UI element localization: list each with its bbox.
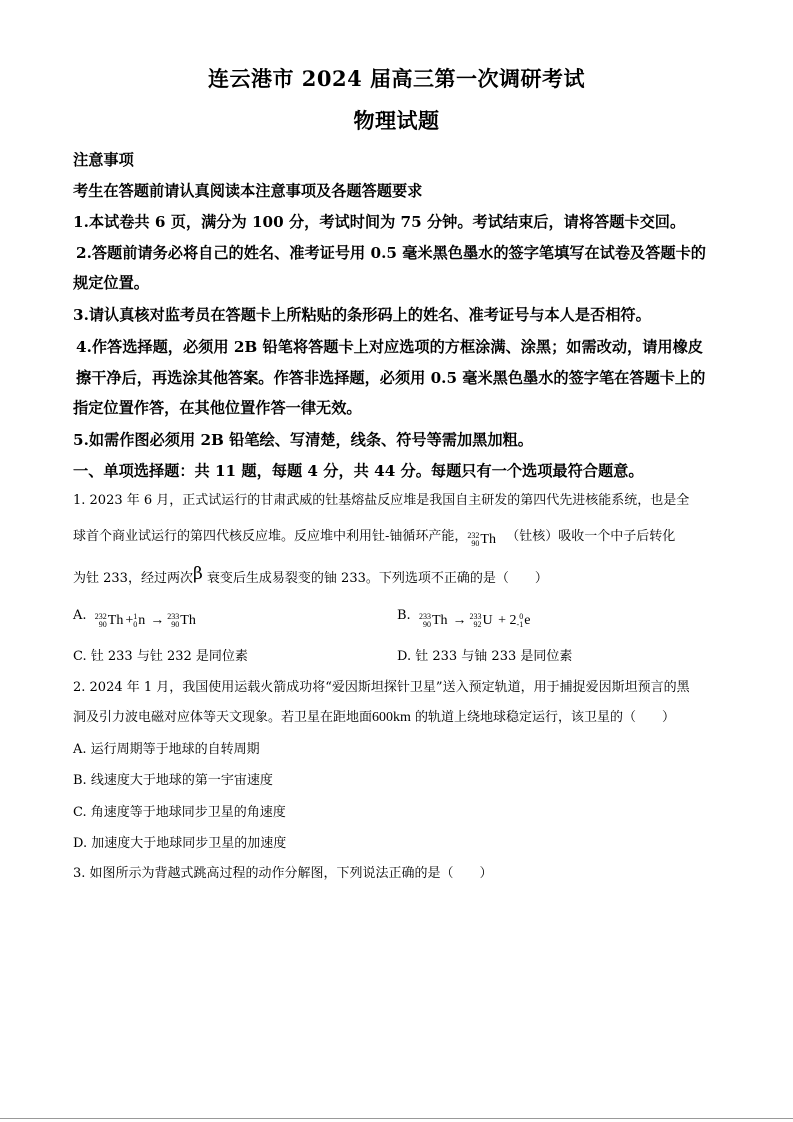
notice-item: 擦干净后，再选涂其他答案。作答非选择题，必须用 0.5 毫米黑色墨水的签字笔在答题卡上的 [76, 369, 706, 387]
q1-line: 为钍 233，经过两次β 衰变后生成易裂变的铀 233。下列选项不正确的是（ ） [73, 564, 548, 586]
notice-heading: 注意事项 [73, 151, 134, 169]
page-bottom-rule [0, 1118, 793, 1119]
q2-option-c[interactable]: C. 角速度等于地球同步卫星的角速度 [73, 805, 286, 820]
q2-option-d[interactable]: D. 加速度大于地球同步卫星的加速度 [73, 836, 287, 851]
beta-symbol: β [192, 564, 203, 584]
q1-option-c[interactable]: C. 钍 233 与钍 232 是同位素 [73, 649, 248, 664]
q1-option-d[interactable]: D. 钍 233 与铀 233 是同位素 [397, 649, 573, 664]
notice-item: 3.请认真核对监考员在答题卡上所粘贴的条形码上的姓名、准考证号与本人是否相符。 [73, 306, 651, 324]
q1-option-a[interactable]: A. 232 90 Th + 1 0 n → 233 90 Th [73, 608, 196, 629]
equation-b: 233 90 Th → 233 92 U + 2 0 -1 e [418, 612, 531, 629]
q2-option-b[interactable]: B. 线速度大于地球的第一宇宙速度 [73, 773, 273, 788]
q2-option-a[interactable]: A. 运行周期等于地球的自转周期 [73, 742, 260, 757]
notice-item: 5.如需作图必须用 2B 铅笔绘、写清楚，线条、符号等需加黑加粗。 [73, 431, 533, 449]
exam-subtitle: 物理试题 [353, 108, 440, 133]
q2-line: 2. 2024 年 1 月，我国使用运载火箭成功将“爱因斯坦探针卫星”送入预定轨道，用于捕捉爱因斯坦预言的黑 [73, 680, 690, 695]
notice-item: 规定位置。 [73, 274, 149, 292]
q1-option-b[interactable]: B. 233 90 Th → 233 92 U + 2 0 -1 e [397, 608, 531, 629]
th232-nuclide: 232 90 Th [467, 531, 496, 548]
notice-item: 指定位置作答，在其他位置作答一律无效。 [73, 399, 362, 417]
notice-item: 1.本试卷共 6 页，满分为 100 分，考试时间为 75 分钟。考试结束后，请将答题卡交回。 [73, 213, 686, 231]
q3-line: 3. 如图所示为背越式跳高过程的动作分解图，下列说法正确的是（ ） [73, 866, 493, 881]
section-heading: 一、单项选择题：共 11 题，每题 4 分，共 44 分。每题只有一个选项最符合题意。 [73, 462, 644, 480]
exam-title: 连云港市 2024 届高三第一次调研考试 [207, 66, 586, 91]
notice-intro: 考生在答题前请认真阅读本注意事项及各题答题要求 [73, 182, 423, 200]
q2-line: 洞及引力波电磁对应体等天文现象。若卫星在距地面600km 的轨道上绕地球稳定运行，该卫星的（ ） [73, 710, 676, 725]
q1-line: 球首个商业试运行的第四代核反应堆。反应堆中利用钍-铀循环产能， 232 90 Th （钍核）吸收一个中子后转化 [73, 529, 676, 548]
equation-a: 232 90 Th + 1 0 n → 233 90 Th [94, 612, 196, 629]
notice-item: 2.答题前请务必将自己的姓名、准考证号用 0.5 毫米黑色墨水的签字笔填写在试卷及答题卡的 [76, 244, 706, 262]
q1-line: 1. 2023 年 6 月，正式试运行的甘肃武威的钍基熔盐反应堆是我国自主研发的第四代先进核能系统，也是全 [73, 493, 690, 508]
notice-item: 4.作答选择题，必须用 2B 铅笔将答题卡上对应选项的方框涂满、涂黑；如需改动，请用橡皮 [76, 338, 703, 356]
orbit-height: 600km [372, 710, 411, 725]
